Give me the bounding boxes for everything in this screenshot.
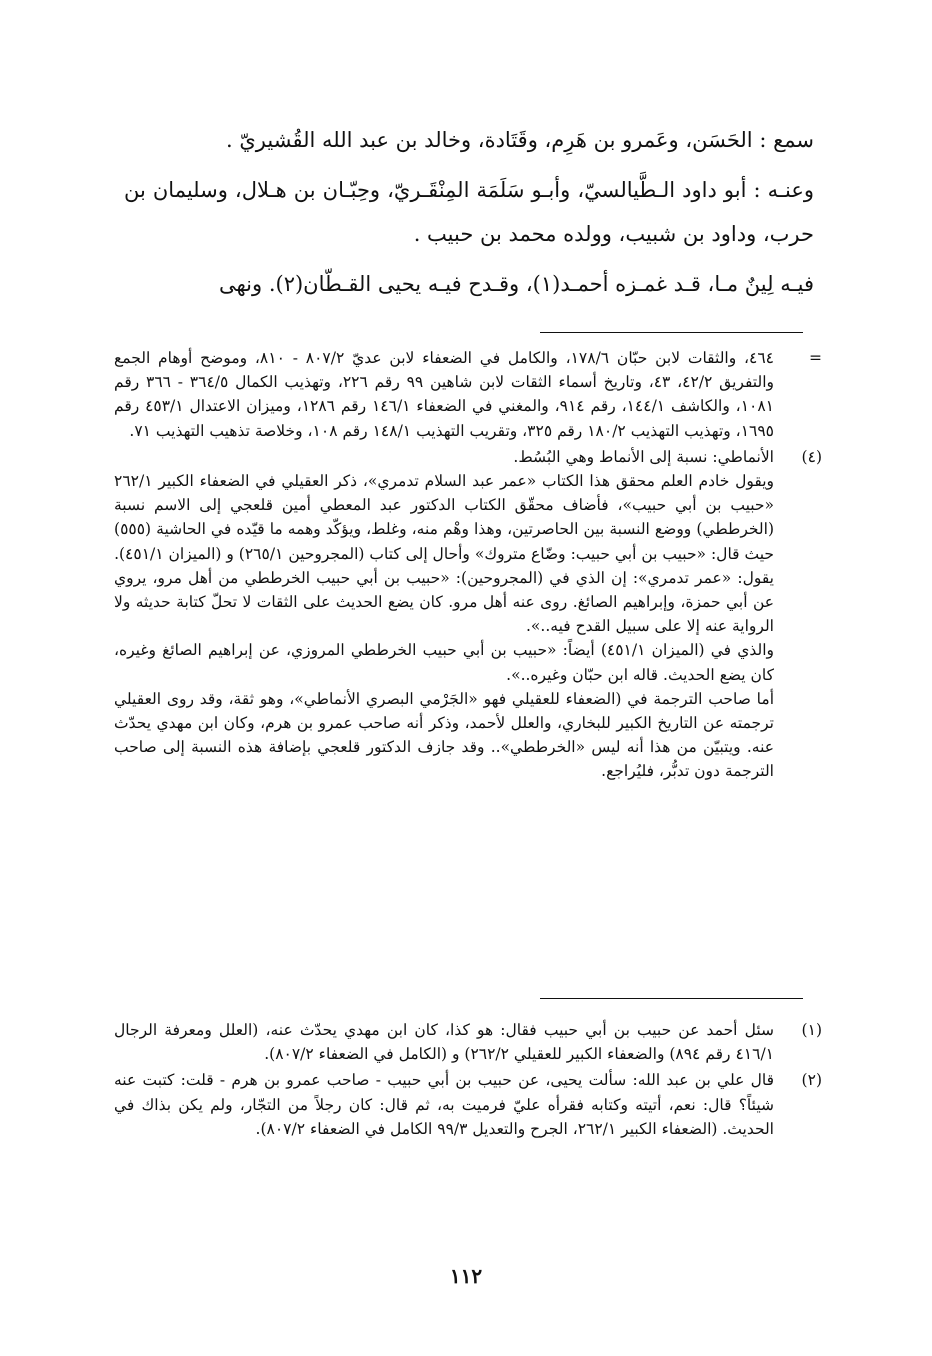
footnote-paragraph: ٤٦٤، والثقات لابن حبّان ١٧٨/٦، والكامل في الضعفاء لابن عديّ ٨٠٧/٢ - ٨١٠، وموضح أوهام الجمع والتفريق ٤٢/٢، ٤٣، وتاريخ أسماء الثقات لابن شاهين ٩٩ رقم ٢٢٦، وتهذيب الكمال ٣٦٤/٥ - ٣٦٦ رقم ١٠٨١، والكاشف ١٤٤/١، رقم ٩١٤، والمغني في الضعفاء ١٤٦/١ رقم ١٢٨٦، وميزان الاعتدال ٤٥٣/١ رقم ١٦٩٥، وتهذيب التهذيب ١٨٠/٢ رقم ٣٢٥، وتقريب التهذيب ١٤٨/١ رقم ١٠٨، وخلاصة تذهيب التهذيب ٧١. xyxy=(114,349,775,440)
footnote-separator-top xyxy=(540,332,803,333)
page-number: ١١٢ xyxy=(449,1264,483,1288)
main-text xyxy=(124,118,814,306)
footnote-paragraph: سئل أحمد عن حبيب بن أبي حبيب فقال: هو كذا، كان ابن مهدي يحدّث عنه، (العلل ومعرفة الرجال ٤١٦/١ رقم ٨٩٤) والضعفاء الكبير للعقيلي ٢٦٢/٢) و (الكامل في الضعفاء ٨٠٧/٢). xyxy=(114,1021,774,1064)
footnote-mark: (٤) xyxy=(801,447,822,466)
footnote-1 xyxy=(114,1018,822,1066)
footnote-4 xyxy=(114,445,822,784)
footnote-paragraph: يقول: «عمر تدمري»: إن الذي في (المجروحين): «حبيب بن أبي حبيب الخرططي من أهل مرو، يروي عن أبي حمزة، وإبراهيم الصائغ. روى عنه أهل مرو. كان يضع الحديث على الثقات لا تحلّ كتابة حديثه ولا الرواية عنه إلا على سبيل القدح فيه..». xyxy=(114,568,774,636)
footnotes-page xyxy=(114,1018,822,1141)
main-paragraph-narrators: وعنـه : أبو داود الـطَّيالسيّ، وأبـو سَلَمَة المِنْقَـريّ، وحِبّـان بن هـلال، وسليمان بن حرب، وداود بن شبيب، وولده محمد بن حبيب . xyxy=(124,178,814,246)
footnote-mark: = xyxy=(809,349,822,367)
footnote-mark: (٢) xyxy=(801,1071,822,1090)
footnote-paragraph: ويقول خادم العلم محقق هذا الكتاب «عمر عبد السلام تدمري»، ذكر العقيلي في الضعفاء الكبير ٢٦٢/١ «حبيب بن أبي حبيب»، فأضاف محقّق الكتاب الدكتور عبد المعطي أمين قلعجي إلى الاسم نسبة (الخرططي) ووضع النسبة بين الحاصرتين، وهذا وهْم منه، وغلط، ويؤكّد وهمه ما قيّده في الحاشية (٥٥٥) حيث قال: «حبيب بن أبي حبيب: وضّاع متروك» وأحال إلى كتاب (المجروحين ٢٦٥/١) و (الميزان ٤٥١/١). xyxy=(114,472,774,563)
footnote-paragraph: والذي في (الميزان ٤٥١/١) أيضاً: «حبيب بن أبي حبيب الخرططي المروزي، عن إبراهيم الصائغ وغيره، كان يضع الحديث. قاله ابن حبّان وغيره..». xyxy=(114,641,774,684)
footnote-continuation xyxy=(114,346,822,443)
main-paragraph-criticism: فيـه لِينٌ مـا، قـد غمـزه أحمـد(١)، وقـدح فيـه يحيى القـطّان(٢). ونهى xyxy=(218,272,814,296)
footnote-mark: (١) xyxy=(801,1021,822,1039)
footnote-separator-bottom xyxy=(540,998,803,999)
footnote-2 xyxy=(114,1068,822,1141)
footnotes-continued xyxy=(114,346,822,784)
footnote-paragraph: الأنماطي: نسبة إلى الأنماط وهي البُسُط. xyxy=(513,447,774,466)
main-paragraph-heard-from: سمع : الحَسَن، وعَمرو بن هَرِم، وقَتَادة، وخالد بن عبد الله القُشيريّ . xyxy=(226,128,814,152)
footnote-paragraph: قال علي بن عبد الله: سألت يحيى، عن حبيب بن أبي حبيب - صاحب عمرو بن هرم - قلت: كتبت عنه شيئاً؟ قال: نعم، أتيته وكتابه فقرأه عليّ فرميت به، ثم قال: كان رجلاً من التجّار، ولم يكن بذاك في الحديث. (الضعفاء الكبير ٢٦٢/١، الجرح والتعديل ٩٩/٣ الكامل في الضعفاء ٨٠٧/٢). xyxy=(114,1071,774,1138)
footnote-paragraph: أما صاحب الترجمة في (الضعفاء للعقيلي فهو «الجَرْمي البصري الأنماطي»، وهو ثقة، وقد روى العقيلي ترجمته عن التاريخ الكبير للبخاري، والعلل لأحمد، وذكر أنه صاحب عمرو بن هرم، وكان ابن مهدي يحدّث عنه. ويتبيّن من هذا أنه ليس «الخرططي».. وقد جازف الدكتور قلعجي بإضافة هذه النسبة إلى صاحب الترجمة دون تدبُّر، فليُراجع. xyxy=(114,689,774,781)
